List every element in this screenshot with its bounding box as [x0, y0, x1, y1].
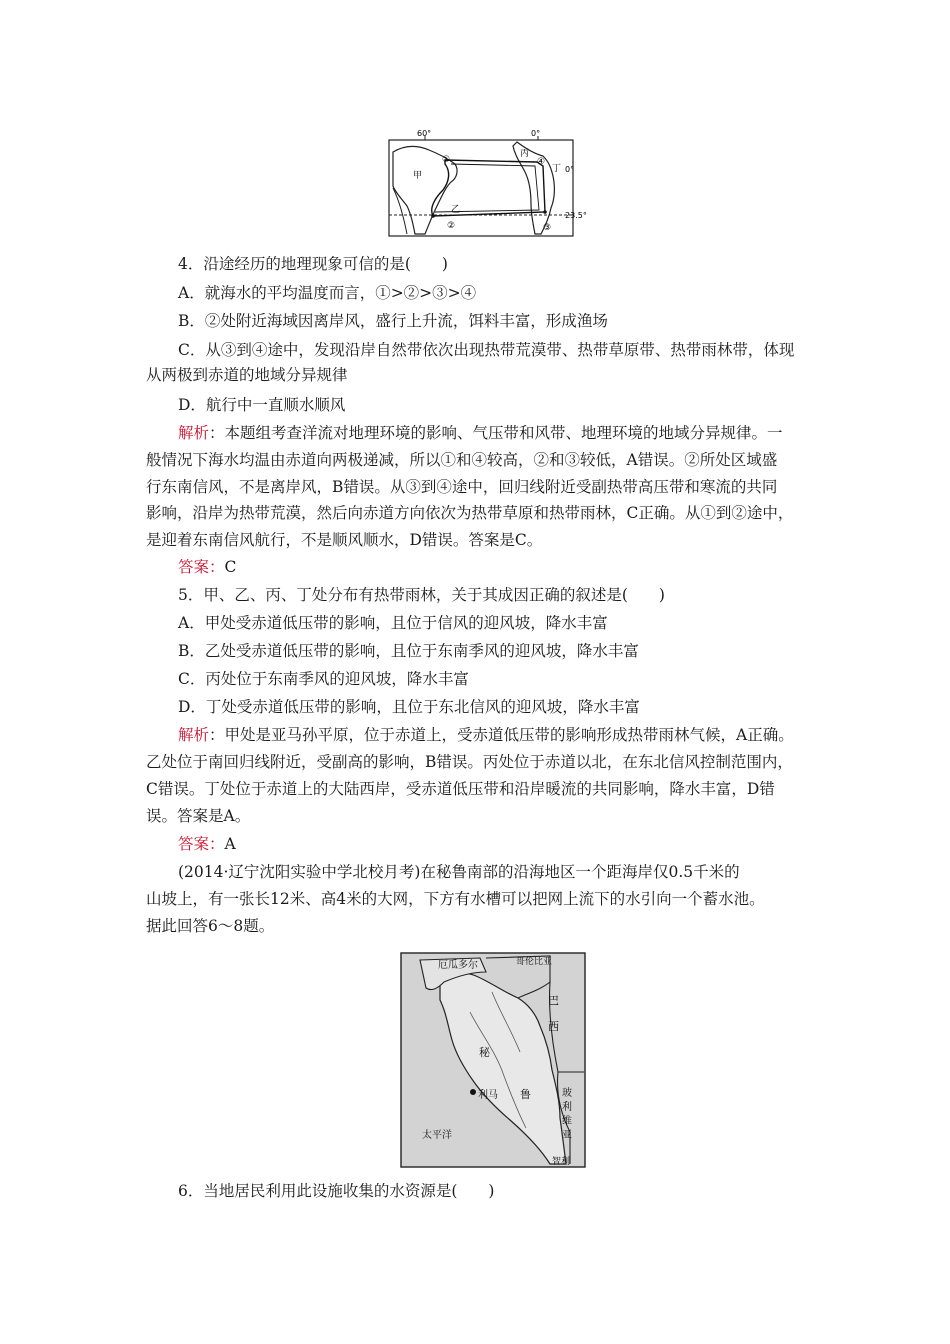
svg-text:太平洋: 太平洋 — [422, 1130, 452, 1141]
svg-text:智利: 智利 — [552, 1157, 571, 1167]
answer-label: 答案： — [178, 835, 225, 853]
svg-text:维: 维 — [562, 1116, 572, 1127]
q5-answer: 答案：A — [178, 835, 236, 853]
svg-text:④: ④ — [537, 157, 546, 167]
q6-stem: 6．当地居民利用此设施收集的水资源是( ) — [178, 1182, 495, 1200]
svg-text:鲁: 鲁 — [520, 1088, 531, 1101]
svg-text:23.5°: 23.5° — [565, 211, 587, 220]
route-map-figure — [385, 128, 587, 240]
svg-text:乙: 乙 — [451, 205, 461, 215]
svg-text:0°: 0° — [565, 165, 575, 174]
svg-text:0°: 0° — [531, 129, 541, 138]
q4-stem: 4．沿途经历的地理现象可信的是( ) — [178, 255, 448, 273]
q5-analysis-line3: C错误。丁处位于赤道上的大陆西岸，受赤道低压带和沿岸暖流的共同影响，降水丰富，D错 — [146, 780, 775, 798]
svg-text:丁: 丁 — [552, 164, 562, 174]
intro-line2: 山坡上，有一张长12米、高4米的大网，下方有水槽可以把网上流下的水引向一个蓄水池。 — [146, 890, 765, 908]
svg-text:丙: 丙 — [520, 149, 530, 159]
q4-option-c-cont: 从两极到赤道的地域分异规律 — [146, 366, 348, 384]
q4-answer: 答案：C — [178, 558, 237, 576]
intro-line3: 据此回答6～8题。 — [146, 917, 275, 935]
svg-text:甲: 甲 — [413, 171, 423, 181]
svg-text:西: 西 — [548, 1020, 559, 1033]
svg-text:秘: 秘 — [479, 1046, 490, 1059]
q4-analysis-line3: 行东南信风，不是离岸风，B错误。从③到④途中，回归线附近受副热带高压带和寒流的共同 — [146, 478, 778, 496]
q4-option-b: B．②处附近海域因离岸风，盛行上升流，饵料丰富，形成渔场 — [178, 312, 608, 330]
svg-text:玻: 玻 — [562, 1088, 572, 1099]
q4-option-c: C．从③到④途中，发现沿岸自然带依次出现热带荒漠带、热带草原带、热带雨林带，体现 — [178, 341, 795, 359]
q5-analysis-line1: 解析：甲处是亚马孙平原，位于赤道上，受赤道低压带的影响形成热带雨林气候，A正确。 — [178, 726, 794, 744]
svg-text:哥伦比亚: 哥伦比亚 — [516, 957, 553, 967]
analysis-label: 解析 — [178, 424, 210, 442]
svg-text:利: 利 — [562, 1102, 572, 1113]
q5-stem: 5．甲、乙、丙、丁处分布有热带雨林，关于其成因正确的叙述是( ) — [178, 586, 665, 604]
q5-option-b: B．乙处受赤道低压带的影响，且位于东南季风的迎风坡，降水丰富 — [178, 642, 639, 660]
answer-label: 答案： — [178, 558, 225, 576]
q4-analysis-line2: 般情况下海水均温由赤道向两极递减，所以①和④较高，②和③较低，A错误。②所处区域盛 — [146, 451, 778, 469]
intro-line1: (2014·辽宁沈阳实验中学北校月考)在秘鲁南部的沿海地区一个距海岸仅0.5千米的 — [178, 863, 740, 881]
q5-analysis-line2: 乙处位于南回归线附近，受副高的影响，B错误。丙处位于赤道以北，在东北信风控制范围内， — [146, 753, 793, 771]
q4-analysis-line4: 影响，沿岸为热带荒漠，然后向赤道方向依次为热带草原和热带雨林，C正确。从①到②途中， — [146, 504, 794, 522]
svg-text:60°: 60° — [417, 129, 432, 138]
q4-analysis-line1: 解析：本题组考查洋流对地理环境的影响、气压带和风带、地理环境的地域分异规律。一 — [178, 424, 783, 442]
svg-text:③: ③ — [543, 223, 552, 233]
svg-text:利马: 利马 — [478, 1090, 498, 1101]
svg-text:厄瓜多尔: 厄瓜多尔 — [438, 960, 478, 971]
svg-text:巴: 巴 — [548, 994, 559, 1007]
q4-option-d: D．航行中一直顺水顺风 — [178, 396, 346, 414]
analysis-label: 解析 — [178, 726, 210, 744]
svg-text:亚: 亚 — [562, 1130, 572, 1141]
q4-option-a: A．就海水的平均温度而言，①>②>③>④ — [178, 284, 477, 302]
q5-option-c: C．丙处位于东南季风的迎风坡，降水丰富 — [178, 670, 469, 688]
svg-text:②: ② — [447, 221, 456, 231]
q4-analysis-line5: 是迎着东南信风航行，不是顺风顺水，D错误。答案是C。 — [146, 531, 543, 549]
q5-option-d: D．丁处受赤道低压带的影响，且位于东北信风的迎风坡，降水丰富 — [178, 698, 640, 716]
svg-text:①: ① — [442, 155, 451, 165]
q5-option-a: A．甲处受赤道低压带的影响，且位于信风的迎风坡，降水丰富 — [178, 614, 608, 632]
q5-analysis-line4: 误。答案是A。 — [146, 807, 251, 825]
peru-map-figure — [400, 952, 586, 1168]
